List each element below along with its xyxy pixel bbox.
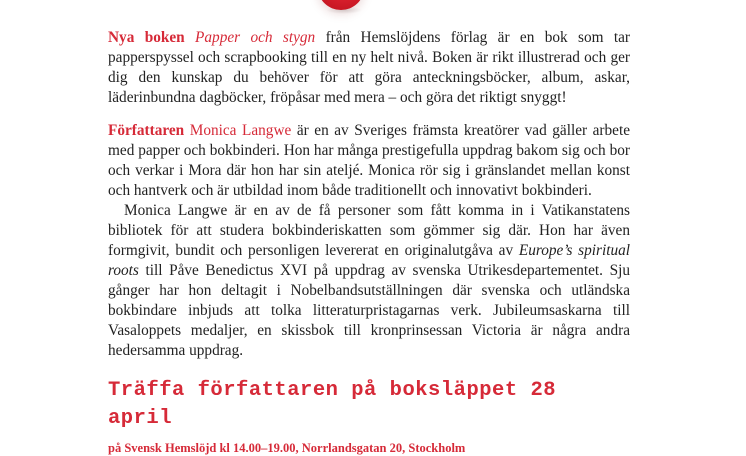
- event-heading: Träffa författaren på boksläppet 28 april: [108, 379, 557, 430]
- vatican-text-before: Monica Langwe är en av de få personer som fått komma in i Vatikanstatens bibliotek för att studera bokbinderiskatten som gömmer sig där. Hon har även formgivit, bundit och personligen levererat en originalutgåva av: [108, 202, 630, 259]
- event-details: på Svensk Hemslöjd kl 14.00–19.00, Norrlandsgatan 20, Stockholm: [108, 441, 466, 455]
- intro-lead: Nya boken: [108, 29, 185, 46]
- intro-text: från Hemslöjdens förlag är en bok som tar papperspyssel och scrapbooking till en ny helt nivå. Boken är rikt illustrerad och ger dig den kunskap du behöver för att göra anteckningsböcker, album, askar, läderinbundna dagböcker, fröpåsar med mera – och göra det riktigt snyggt!: [108, 29, 631, 106]
- author-text: är en av Sveriges främsta kreatörer vad gäller arbete med papper och bokbinderi. Hon har många prestigefulla uppdrag bakom sig och bor och verkar i Mora där hon har sin ateljé. Monica rör sig i gränslandet mellan konst och hantverk och är utbildad inom både traditionellt och innovativt bokbinderi.: [108, 122, 631, 199]
- book-title: Papper och stygn: [195, 29, 316, 46]
- author-name: Monica Langwe: [189, 122, 292, 139]
- author-lead: Författaren: [108, 122, 185, 139]
- vatican-text-after: till Påve Benedictus XVI på uppdrag av svenska Utrikesdepartementet. Sju gånger har hon deltagit i Nobelbandsutställningen där svenska och utländska bokbindare inbjuds att tolka litteraturpristagarnas verk. Jubileumsaskarna till Vasaloppets medaljer, en skissbok till kronprinsessan Victoria är några andra hedersamma uppdrag.: [108, 262, 630, 359]
- intro-paragraph: [108, 28, 630, 108]
- vatican-paragraph: [108, 201, 630, 361]
- article-body: [108, 28, 630, 456]
- work-title: Europe’s spiritual roots: [108, 242, 630, 279]
- author-paragraph: [108, 121, 630, 201]
